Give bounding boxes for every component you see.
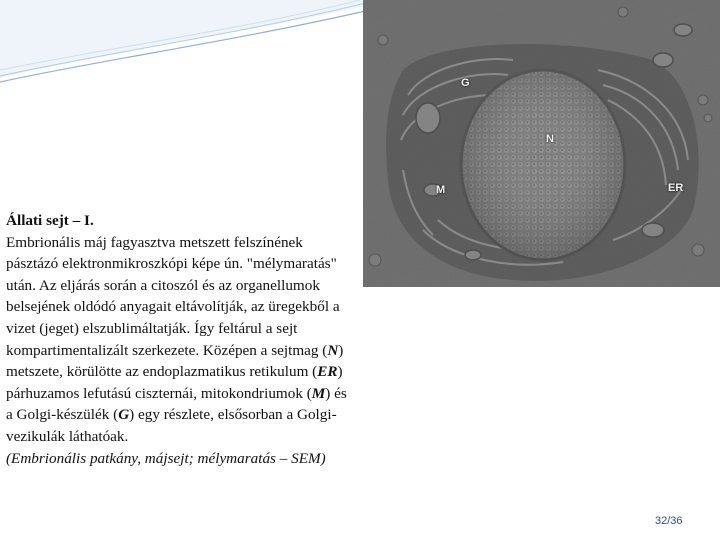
abbr-n: N	[327, 341, 339, 359]
description-text: ) metszete, körülötte az endoplazmatikus retikulum (	[6, 341, 344, 381]
abbr-g: G	[118, 406, 130, 424]
description-text: ) és a Golgi-készülék (	[6, 384, 347, 424]
slide-description	[6, 232, 356, 448]
sem-image	[363, 0, 720, 287]
abbr-m: M	[311, 384, 326, 402]
description-text: ) egy részlete, elsősorban a Golgi-vezikulák láthatóak.	[6, 406, 337, 445]
abbr-er: ER	[317, 363, 338, 381]
label-golgi: G	[461, 77, 470, 89]
image-caption: (Embrionális patkány, májsejt; mélymaratás – SEM)	[6, 449, 326, 467]
page-number: 32/36	[655, 515, 683, 527]
description-text: ) párhuzamos lefutású ciszternái, mitokondriumok (	[6, 363, 343, 402]
description-text: Embrionális máj fagyasztva metszett felszínének pásztázó elektronmikroszkópi képe ún. "mélymaratás" után. Az eljárás során a citoszól és az organellumok belsejének oldódó anyagait eltávolítják, az üregekből a vizet (jeget) elszublimáltatják. Így feltárul a sejt kompartimentalizált szerkezete. Középen a sejtmag (	[6, 233, 340, 359]
sem-micrograph	[363, 0, 720, 287]
decorative-swoosh	[0, 0, 370, 90]
label-er: ER	[668, 182, 684, 194]
label-mitochondria: M	[436, 184, 446, 196]
slide-title: Állati sejt – I.	[6, 212, 94, 229]
slide-text	[6, 210, 356, 469]
label-nucleus: N	[546, 133, 554, 145]
